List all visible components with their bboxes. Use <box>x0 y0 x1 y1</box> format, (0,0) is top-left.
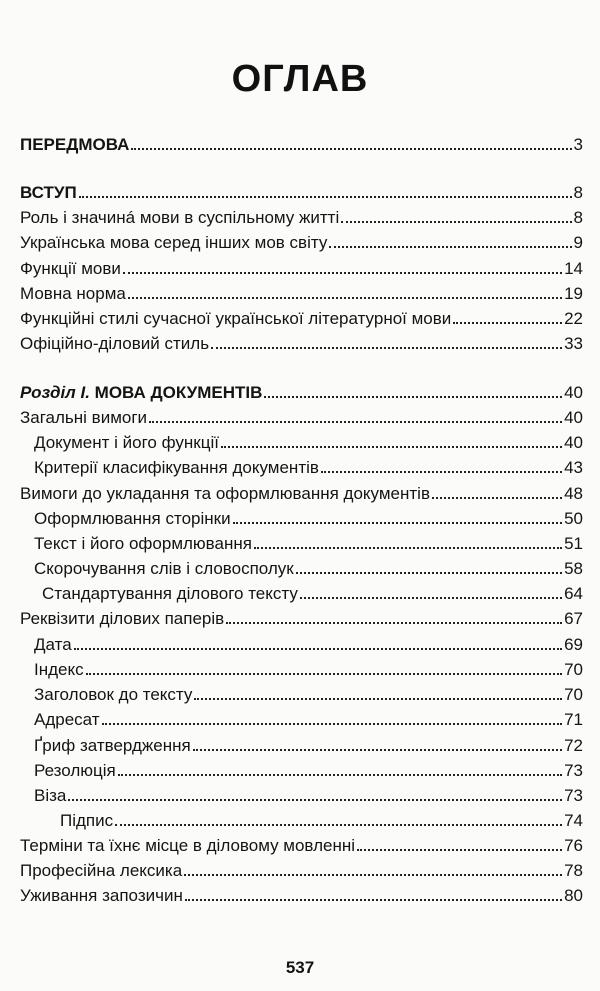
toc-subentry <box>34 457 583 481</box>
toc-subentry <box>34 684 583 708</box>
section-prefix: Розділ I. <box>20 383 90 402</box>
toc-entry-page: 76 <box>564 836 583 855</box>
page-number: 537 <box>285 958 315 977</box>
toc-subentry <box>34 508 583 532</box>
toc-entry-title: Функційні стилі сучасної української літературної мови <box>20 309 452 328</box>
toc-entry-title <box>20 382 262 404</box>
toc-entry-page: 22 <box>564 309 583 328</box>
dot-leader <box>296 572 562 574</box>
toc-subentry <box>34 634 583 658</box>
toc-entry <box>20 483 583 507</box>
toc-entry-page: 40 <box>564 383 583 402</box>
toc-entry-title: Критерії класифікування документів <box>34 458 319 477</box>
toc-entry-title: Функції мови <box>20 259 121 278</box>
toc-subentry <box>34 659 583 683</box>
toc-entry-title: Роль і значинá мови в суспільному житті <box>20 208 340 227</box>
toc-subentry <box>42 583 583 607</box>
toc-subentry <box>34 558 583 582</box>
toc-entry-title: Вимоги до укладання та оформлювання документів <box>20 484 430 503</box>
toc-entry-title: Реквізити ділових паперів <box>20 609 225 628</box>
page-title: ОГЛАВ <box>231 58 369 100</box>
toc-entry <box>20 308 583 332</box>
dot-leader <box>432 497 562 499</box>
dot-leader <box>185 899 562 901</box>
toc-entry-title: Адресат <box>34 710 100 729</box>
dot-leader <box>254 547 562 549</box>
toc-entry-page: 48 <box>564 484 583 503</box>
dot-leader <box>321 471 562 473</box>
toc-entry-title: Професійна лексика <box>20 861 183 880</box>
toc-entry-page: 69 <box>564 635 583 654</box>
toc-entry-title: Українська мова серед інших мов світу <box>20 233 328 252</box>
toc-subentry <box>34 432 583 456</box>
toc-entry-title: Офіційно-діловий стиль <box>20 334 210 353</box>
toc-entry <box>20 608 583 632</box>
dot-leader <box>115 824 562 826</box>
toc-entry <box>20 860 583 884</box>
dot-leader <box>453 322 562 324</box>
toc-entry-page: 43 <box>564 458 583 477</box>
dot-leader <box>193 749 562 751</box>
toc-entry-page: 40 <box>564 433 583 452</box>
toc-entry <box>20 258 583 282</box>
toc-entry-page: 80 <box>564 886 583 905</box>
toc-entry-page: 3 <box>573 135 583 154</box>
toc-subentry <box>34 533 583 557</box>
toc-entry-title: Загальні вимоги <box>20 408 148 427</box>
section-title: МОВА ДОКУМЕНТІВ <box>94 383 263 402</box>
toc-entry-title: Віза <box>34 786 67 805</box>
toc-entry-page: 50 <box>564 509 583 528</box>
dot-leader <box>221 446 562 448</box>
toc-entry <box>20 333 583 357</box>
toc-entry-page: 74 <box>564 811 583 830</box>
toc-entry-title: Дата <box>34 635 72 654</box>
dot-leader <box>79 196 572 198</box>
toc-entry <box>20 207 583 231</box>
toc-entry-page: 64 <box>564 584 583 603</box>
toc-entry-page: 70 <box>564 660 583 679</box>
toc-subentry <box>34 735 583 759</box>
toc-entry-title: Індекс <box>34 660 84 679</box>
toc-entry-section-1 <box>20 382 583 406</box>
toc-entry-page: 8 <box>573 183 583 202</box>
dot-leader <box>86 673 562 675</box>
toc-entry-page: 73 <box>564 786 583 805</box>
dot-leader <box>194 698 562 700</box>
toc-entry-title: ВСТУП <box>20 183 77 202</box>
toc-subentry <box>34 709 583 733</box>
toc-entry-page: 19 <box>564 284 583 303</box>
toc-entry-page: 9 <box>573 233 583 252</box>
dot-leader <box>329 246 571 248</box>
toc-entry-foreword <box>20 134 583 158</box>
toc-entry-title: Ґриф затвердження <box>34 736 191 755</box>
toc-subentry <box>34 785 583 809</box>
toc-entry-page: 8 <box>573 208 583 227</box>
dot-leader <box>233 522 562 524</box>
dot-leader <box>211 347 562 349</box>
toc-entry-page: 67 <box>564 609 583 628</box>
dot-leader <box>226 622 562 624</box>
dot-leader <box>123 272 562 274</box>
toc-entry-page: 51 <box>564 534 583 553</box>
dot-leader <box>300 597 562 599</box>
toc-entry-title: Заголовок до тексту <box>34 685 193 704</box>
dot-leader <box>264 396 562 398</box>
dot-leader <box>131 148 571 150</box>
toc-entry <box>20 407 583 431</box>
toc-entry-title: Резолюція <box>34 761 116 780</box>
toc-subentry <box>60 810 583 834</box>
toc-entry-title: Терміни та їхнє місце в діловому мовленні <box>20 836 356 855</box>
toc-entry-page: 72 <box>564 736 583 755</box>
toc-entry-title: ПЕРЕДМОВА <box>20 135 130 154</box>
toc-entry-page: 78 <box>564 861 583 880</box>
dot-leader <box>341 221 571 223</box>
toc-entry-title: Скорочування слів і словосполук <box>34 559 294 578</box>
dot-leader <box>184 874 562 876</box>
toc-entry-introduction <box>20 182 583 206</box>
dot-leader <box>128 297 562 299</box>
toc-subentry <box>34 760 583 784</box>
toc-entry-page: 33 <box>564 334 583 353</box>
dot-leader <box>118 774 562 776</box>
toc-entry <box>20 885 583 909</box>
toc-entry <box>20 835 583 859</box>
toc-entry-title: Мовна норма <box>20 284 126 303</box>
dot-leader <box>102 723 563 725</box>
toc-entry-page: 40 <box>564 408 583 427</box>
toc-entry-title: Стандартування ділового тексту <box>42 584 298 603</box>
toc-entry-page: 71 <box>564 710 583 729</box>
toc-entry-title: Підпис <box>60 811 114 830</box>
toc-entry-page: 73 <box>564 761 583 780</box>
dot-leader <box>68 799 562 801</box>
toc-entry-title: Текст і його оформлювання <box>34 534 252 553</box>
dot-leader <box>149 421 562 423</box>
dot-leader <box>357 849 562 851</box>
toc-entry-title: Оформлювання сторінки <box>34 509 231 528</box>
toc-entry-page: 58 <box>564 559 583 578</box>
toc-entry-title: Уживання запозичин <box>20 886 183 905</box>
toc-entry <box>20 232 583 256</box>
toc-entry-page: 70 <box>564 685 583 704</box>
toc-entry-title: Документ і його функції <box>34 433 219 452</box>
toc-entry <box>20 283 583 307</box>
dot-leader <box>74 648 562 650</box>
toc-entry-page: 14 <box>564 259 583 278</box>
